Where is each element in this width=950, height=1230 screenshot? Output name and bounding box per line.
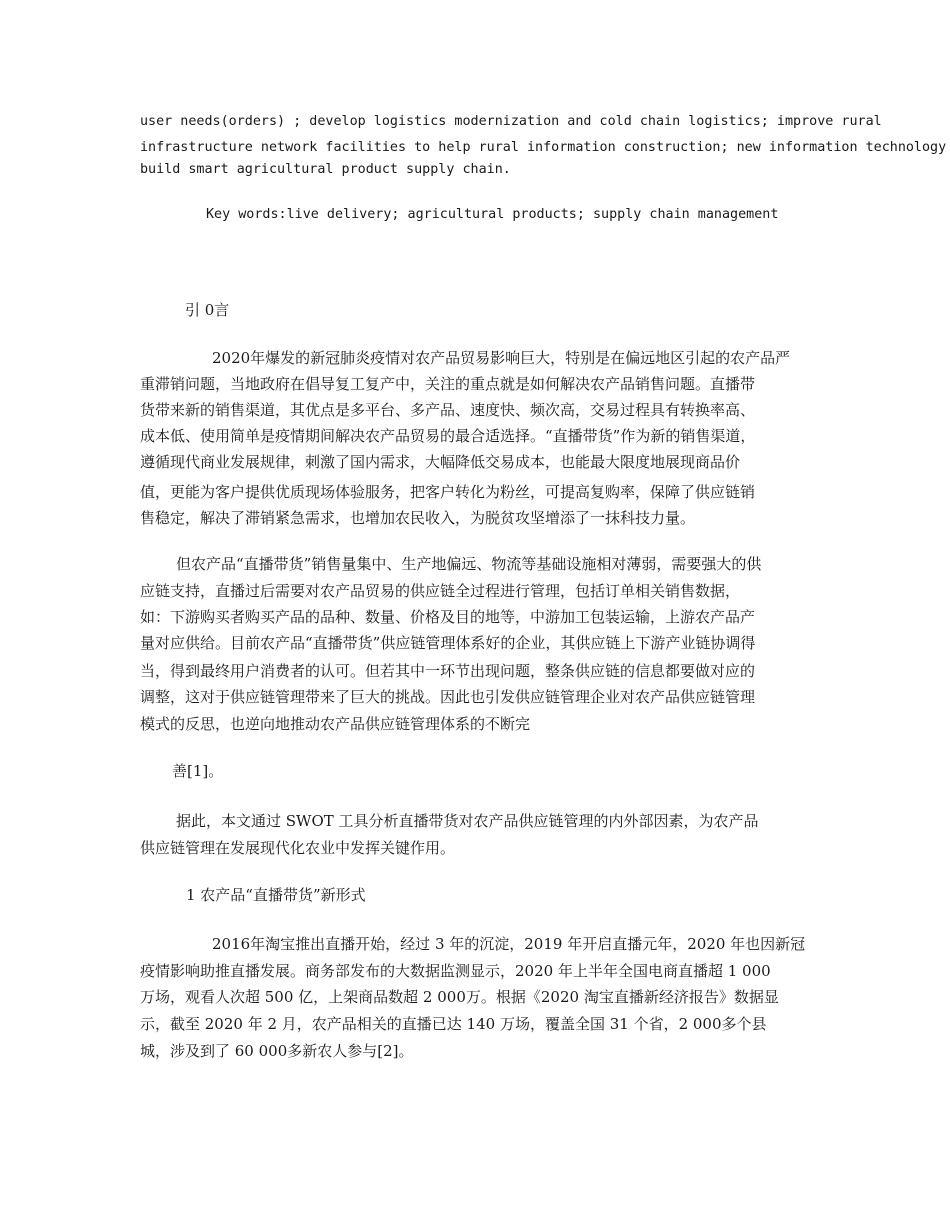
- paragraph-line: 遵循现代商业发展规律，刺激了国内需求，大幅降低交易成本，也能最大限度地展现商品价: [140, 453, 741, 471]
- paragraph-line: 据此，本文通过 SWOT 工具分析直播带货对农产品供应链管理的内外部因素，为农产品: [176, 812, 759, 830]
- paragraph-line: 示，截至 2020 年 2 月，农产品相关的直播已达 140 万场，覆盖全国 31 个省，2 000多个县: [140, 1015, 767, 1033]
- paragraph-line: 货带来新的销售渠道，其优点是多平台、多产品、速度快、频次高，交易过程具有转换率高、: [140, 401, 756, 419]
- paragraph-line: 2020年爆发的新冠肺炎疫情对农产品贸易影响巨大，特别是在偏远地区引起的农产品严: [212, 349, 791, 367]
- paragraph-line: 供应链管理在发展现代化农业中发挥关键作用。: [140, 839, 456, 857]
- abstract-line: build smart agricultural product supply chain.: [140, 162, 511, 177]
- paragraph-line: 模式的反思，也逆向地推动农产品供应链管理体系的不断完: [140, 715, 531, 733]
- paragraph-line: 2016年淘宝推出直播开始，经过 3 年的沉淀，2019 年开启直播元年，2020 年也因新冠: [212, 935, 806, 953]
- keywords-line: Key words:live delivery; agricultural products; supply chain management: [206, 207, 779, 222]
- paragraph-line: 善[1]。: [172, 762, 224, 780]
- paragraph-line: 量对应供给。目前农产品“直播带货”供应链管理体系好的企业，其供应链上下游产业链协调得: [140, 634, 756, 652]
- paragraph-line: 调整，这对于供应链管理带来了巨大的挑战。因此也引发供应链管理企业对农产品供应链管理: [140, 688, 756, 706]
- paragraph-line: 重滞销问题，当地政府在倡导复工复产中，关注的重点就是如何解决农产品销售问题。直播带: [140, 375, 756, 393]
- paragraph-line: 售稳定，解决了滞销紧急需求，也增加农民收入，为脱贫攻坚增添了一抹科技力量。: [140, 509, 696, 527]
- abstract-line: user needs(orders) ; develop logistics modernization and cold chain logistics; improve rural: [140, 114, 882, 129]
- section-heading-1: 1 农产品“直播带货”新形式: [186, 886, 366, 904]
- paragraph-line: 但农产品“直播带货”销售量集中、生产地偏远、物流等基础设施相对薄弱，需要强大的供: [176, 555, 762, 573]
- paragraph-line: 当，得到最终用户消费者的认可。但若其中一环节出现问题，整条供应链的信息都要做对应的: [140, 662, 756, 680]
- paragraph-line: 应链支持，直播过后需要对农产品贸易的供应链全过程进行管理，包括订单相关销售数据，: [140, 582, 741, 600]
- abstract-line: infrastructure network facilities to help rural information construction; new information technology: [140, 140, 947, 155]
- paragraph-line: 城，涉及到了 60 000多新农人参与[2]。: [140, 1042, 414, 1060]
- paragraph-line: 疫情影响助推直播发展。商务部发布的大数据监测显示，2020 年上半年全国电商直播超 1 000: [140, 962, 771, 980]
- section-heading-intro: 引 0言: [185, 301, 230, 319]
- paragraph-line: 万场，观看人次超 500 亿，上架商品数超 2 000万。根据《2020 淘宝直播新经济报告》数据显: [140, 988, 779, 1006]
- paragraph-line: 成本低、使用简单是疫情期间解决农产品贸易的最合适选择。“直播带货”作为新的销售渠道，: [140, 427, 756, 445]
- paragraph-line: 值，更能为客户提供优质现场体验服务，把客户转化为粉丝，可提高复购率，保障了供应链销: [140, 483, 756, 501]
- paragraph-line: 如：下游购买者购买产品的品种、数量、价格及目的地等，中游加工包装运输，上游农产品产: [140, 608, 756, 626]
